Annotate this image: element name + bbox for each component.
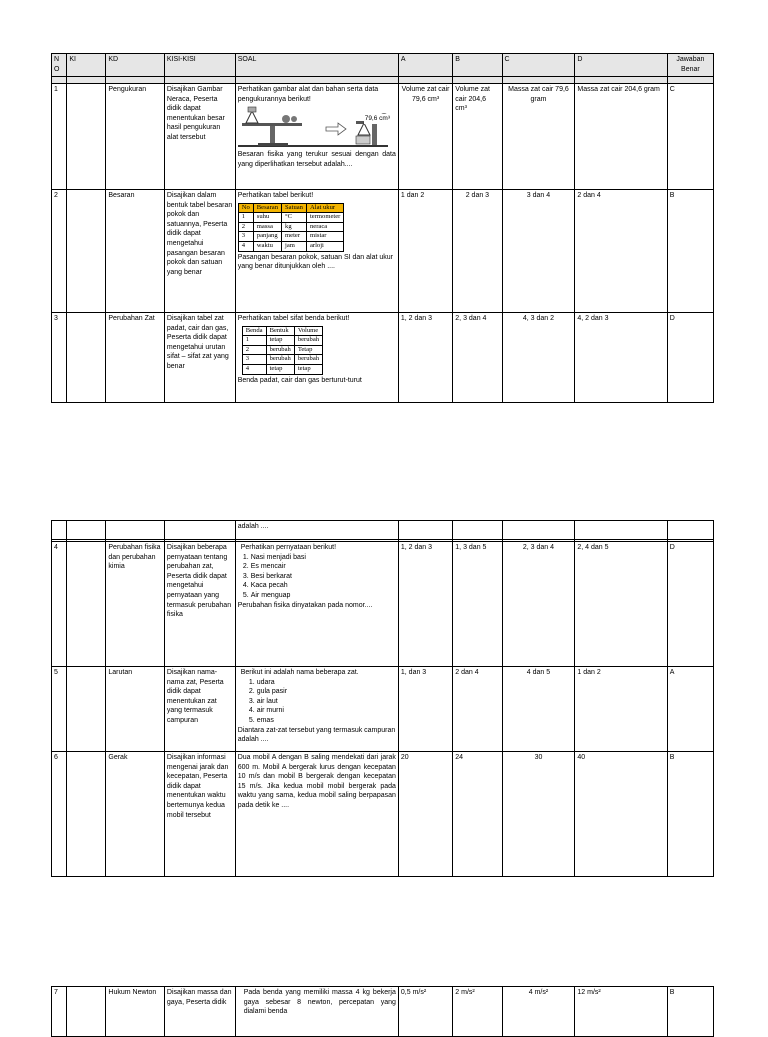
q6-option-c: 30 [502, 752, 575, 877]
list-item: 1. Nasi menjadi basi [251, 553, 396, 563]
q2-kisi: Disajikan dalam bentuk tabel besaran pokok dan satuannya, Peserta didik dapat mengetahui pasangan besaran pokok dan satuan yang benar [164, 190, 235, 313]
q4-option-d: 2, 4 dan 5 [575, 542, 667, 667]
q2-cell: termometer [306, 213, 343, 223]
q3-cell: berubah [266, 345, 294, 355]
q2-cell: neraca [306, 222, 343, 232]
q3-option-b: 2, 3 dan 4 [453, 313, 502, 403]
list-item: 2. Es mencair [251, 562, 396, 572]
q2-cell: °C [282, 213, 307, 223]
q2-no: 2 [52, 190, 67, 313]
q3-soal-intro: Perhatikan tabel sifat benda berikut! [237, 315, 350, 322]
q2-option-a: 1 dan 2 [398, 190, 452, 313]
q5-option-b: 2 dan 4 [453, 667, 502, 752]
q2-cell: mistar [306, 232, 343, 242]
header-soal: SOAL [235, 54, 398, 77]
q2-th-alat: Alat ukur [306, 203, 343, 213]
q3-kisi: Disajikan tabel zat padat, cair dan gas, Peserta didik dapat mengetahui urutan sifat – sifat zat yang benar [164, 313, 235, 403]
header-d: D [575, 54, 667, 77]
question-table-page-1 [51, 53, 714, 403]
q2-cell: panjang [253, 232, 281, 242]
q2-option-b: 2 dan 3 [453, 190, 502, 313]
q4-option-c: 2, 3 dan 4 [502, 542, 575, 667]
q3-cell: 3 [242, 355, 266, 365]
q7-ki [67, 987, 106, 1037]
q5-no: 5 [52, 667, 67, 752]
q2-cell: arloji [306, 241, 343, 251]
q3-option-c: 4, 3 dan 2 [502, 313, 575, 403]
q2-option-d: 2 dan 4 [575, 190, 667, 313]
q2-soal-intro: Perhatikan tabel berikut! [237, 192, 314, 199]
q5-kisi: Disajikan nama-nama zat, Peserta didik dapat menentukan zat yang termasuk campuran [164, 667, 235, 752]
q5-soal [235, 667, 398, 752]
question-row-4 [52, 542, 714, 667]
question-row-5 [52, 667, 714, 752]
q3-soal [235, 313, 398, 403]
q7-no: 7 [52, 987, 67, 1037]
q6-kd: Gerak [106, 752, 165, 877]
q2-cell: kg [282, 222, 307, 232]
q7-kd: Hukum Newton [106, 987, 165, 1037]
q6-option-b: 24 [453, 752, 502, 877]
q2-cell: 4 [238, 241, 253, 251]
q1-kd: Pengukuran [106, 84, 165, 190]
question-table-page-2 [51, 520, 714, 877]
q1-option-d: Massa zat cair 204,6 gram [575, 84, 667, 190]
header-no: N O [52, 54, 67, 77]
q2-th-no: No [238, 203, 253, 213]
question-row-6 [52, 752, 714, 877]
q7-option-b: 2 m/s² [453, 987, 502, 1037]
q6-soal: Dua mobil A dengan B saling mendekati dari jarak 600 m. Mobil A bergerak lurus dengan kecepatan 10 m/s dan mobil B bergerak dengan kecepatan 15 m/s. Jika kedua mobil mobil bergerak pada waktu yang sama, kedua mobil saling berpapasan pada detik ke .... [235, 752, 398, 877]
q6-option-d: 40 [575, 752, 667, 877]
q7-option-c: 4 m/s² [502, 987, 575, 1037]
q3-properties-table [242, 326, 323, 375]
q5-kd: Larutan [106, 667, 165, 752]
header-kd: KD [106, 54, 165, 77]
header-c: C [502, 54, 575, 77]
q4-no: 4 [52, 542, 67, 667]
header-ki: KI [67, 54, 106, 77]
q3-cell: berubah [266, 355, 294, 365]
q2-answer: B [667, 190, 713, 313]
q4-soal [235, 542, 398, 667]
list-item: 3. air laut [257, 697, 396, 707]
q2-cell: waktu [253, 241, 281, 251]
q6-ki [67, 752, 106, 877]
q5-soal-intro: Berikut ini adalah nama beberapa zat. [240, 669, 359, 676]
q2-th-satuan: Satuan [282, 203, 307, 213]
q3-soal-question: Benda padat, cair dan gas berturut-turut [237, 376, 362, 384]
q2-quantity-table [238, 203, 345, 252]
question-row-1 [52, 84, 714, 190]
list-item: 5. Air menguap [251, 591, 396, 601]
q3-cell: berubah [294, 336, 322, 346]
q7-option-a: 0,5 m/s² [398, 987, 452, 1037]
q5-answer: A [667, 667, 713, 752]
q3-th-bentuk: Bentuk [266, 326, 294, 336]
list-item: 5. emas [257, 716, 396, 726]
list-item: 4. air murni [257, 706, 396, 716]
q6-no: 6 [52, 752, 67, 877]
q5-option-c: 4 dan 5 [502, 667, 575, 752]
q5-soal-question: Diantara zat-zat tersebut yang termasuk campuran adalah .... [237, 726, 396, 744]
q2-cell: 2 [238, 222, 253, 232]
q3-ki [67, 313, 106, 403]
q4-kisi: Disajikan beberapa pernyataan tentang perubahan zat, Peserta didik dapat mengetahui pernyataan yang termasuk perubahan fisika [164, 542, 235, 667]
q3-cell: 4 [242, 364, 266, 374]
question-table-page-3 [51, 986, 714, 1037]
list-item: 1. udara [257, 678, 396, 688]
q3-no: 3 [52, 313, 67, 403]
q4-option-a: 1, 2 dan 3 [398, 542, 452, 667]
q1-option-a: Volume zat cair 79,6 cm³ [398, 84, 452, 190]
q7-kisi: Disajikan massa dan gaya, Peserta didik [164, 987, 235, 1037]
question-row-7 [52, 987, 714, 1037]
q2-soal [235, 190, 398, 313]
q6-kisi: Disajikan informasi mengenai jarak dan kecepatan, Peserta didik dapat menentukan waktu bertemunya kedua mobil tersebut [164, 752, 235, 877]
q4-soal-question: Perubahan fisika dinyatakan pada nomor.... [237, 601, 373, 609]
q3-cell: 1 [242, 336, 266, 346]
q4-answer: D [667, 542, 713, 667]
q6-option-a: 20 [398, 752, 452, 877]
q3-cell: Tetap [294, 345, 322, 355]
q2-cell: jam [282, 241, 307, 251]
q4-soal-intro: Perhatikan pernyataan berikut! [240, 544, 337, 551]
question-row-2 [52, 190, 714, 313]
q5-ki [67, 667, 106, 752]
q5-option-d: 1 dan 2 [575, 667, 667, 752]
q4-option-b: 1, 3 dan 5 [453, 542, 502, 667]
q1-soal [235, 84, 398, 190]
q2-cell: suhu [253, 213, 281, 223]
q3-soal-continuation: adalah .... [235, 521, 398, 540]
q5-substance-list [238, 678, 396, 726]
q3-cell: tetap [266, 336, 294, 346]
q1-answer: C [667, 84, 713, 190]
q7-answer: B [667, 987, 713, 1037]
q2-cell: 1 [238, 213, 253, 223]
list-item: 2. gula pasir [257, 687, 396, 697]
q1-figure-label: 79,6 cm³ [364, 115, 390, 122]
q4-kd: Perubahan fisika dan perubahan kimia [106, 542, 165, 667]
q1-soal-intro: Perhatikan gambar alat dan bahan serta data pengukurannya berikut! [237, 86, 379, 103]
q3-th-volume: Volume [294, 326, 322, 336]
q3-option-d: 4, 2 dan 3 [575, 313, 667, 403]
balance-measurement-figure [238, 105, 392, 149]
q2-kd: Besaran [106, 190, 165, 313]
q2-cell: 3 [238, 232, 253, 242]
q3-th-benda: Benda [242, 326, 266, 336]
q1-no: 1 [52, 84, 67, 190]
question-row-3 [52, 313, 714, 403]
q2-cell: massa [253, 222, 281, 232]
q2-th-besaran: Besaran [253, 203, 281, 213]
q3-option-a: 1, 2 dan 3 [398, 313, 452, 403]
q7-option-d: 12 m/s² [575, 987, 667, 1037]
q2-option-c: 3 dan 4 [502, 190, 575, 313]
header-jawaban: Jawaban Benar [667, 54, 713, 77]
q1-option-c: Massa zat cair 79,6 gram [502, 84, 575, 190]
q1-option-b: Volume zat cair 204,6 cm³ [453, 84, 502, 190]
header-kisi-kisi: KISI-KISI [164, 54, 235, 77]
q3-answer: D [667, 313, 713, 403]
list-item: 3. Besi berkarat [251, 572, 396, 582]
q1-kisi: Disajikan Gambar Neraca, Peserta didik dapat menentukan besar hasil pengukuran alat tersebut [164, 84, 235, 190]
q3-cell: tetap [294, 364, 322, 374]
q2-ki [67, 190, 106, 313]
q3-continuation-row [52, 521, 714, 540]
list-item: 4. Kaca pecah [251, 581, 396, 591]
header-b: B [453, 54, 502, 77]
q6-answer: B [667, 752, 713, 877]
q3-cell: 2 [242, 345, 266, 355]
header-spacer-row [52, 77, 714, 84]
header-row [52, 54, 714, 77]
q1-soal-question: Besaran fisika yang terukur sesuai dengan data yang diperlihatkan tersebut adalah.... [237, 151, 396, 168]
q2-soal-question: Pasangan besaran pokok, satuan SI dan alat ukur yang benar ditunjukkan oleh .... [237, 253, 393, 271]
q3-cell: tetap [266, 364, 294, 374]
q4-statement-list [238, 553, 396, 601]
q7-soal: Pada benda yang memiliki massa 4 kg bekerja gaya sebesar 8 newton, percepatan yang dialami benda [235, 987, 398, 1037]
q4-ki [67, 542, 106, 667]
q1-ki [67, 84, 106, 190]
q3-cell: berubah [294, 355, 322, 365]
q5-option-a: 1, dan 3 [398, 667, 452, 752]
q3-kd: Perubahan Zat [106, 313, 165, 403]
header-a: A [398, 54, 452, 77]
q2-cell: meter [282, 232, 307, 242]
